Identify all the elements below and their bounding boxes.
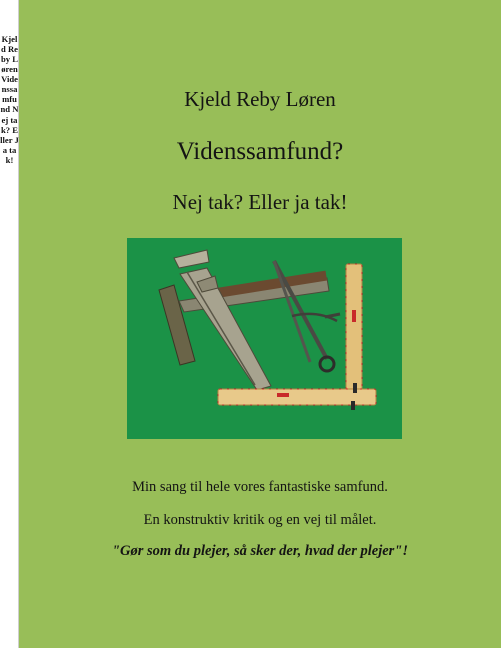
book-spine xyxy=(0,0,19,648)
book-title: Videnssamfund? xyxy=(176,138,344,165)
description-line-1: Min sang til hele vores fantastiske samfund. xyxy=(132,479,388,495)
description-line-2: En konstruktiv kritik og en vej til målet. xyxy=(143,512,377,528)
book-cover xyxy=(19,0,501,648)
quote-line: "Gør som du plejer, så sker der, hvad der plejer"! xyxy=(111,543,409,559)
book-subtitle: Nej tak? Eller ja tak! xyxy=(172,190,348,214)
cover-photo xyxy=(127,238,402,439)
author-name: Kjeld Reby Løren xyxy=(184,87,336,111)
spine-text: Kjeld Reby Løren Videnssamfund Nej tak? Eller Ja tak! xyxy=(0,34,19,165)
